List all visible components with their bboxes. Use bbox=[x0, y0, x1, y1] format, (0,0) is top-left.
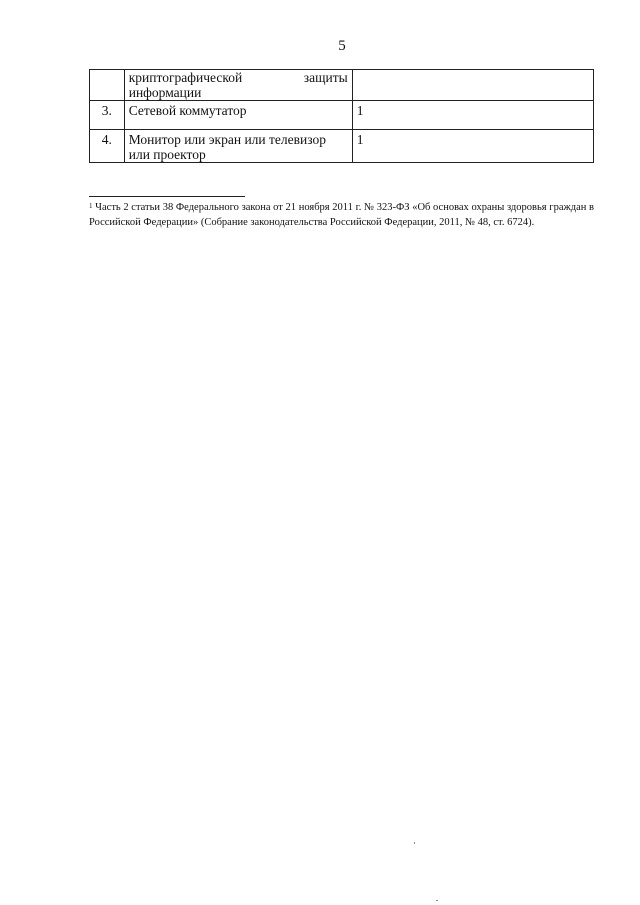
name-word: криптографической bbox=[128, 70, 243, 85]
table-row bbox=[90, 130, 594, 163]
footnote bbox=[89, 200, 594, 230]
equipment-name-cell: Сетевой коммутатор bbox=[124, 101, 352, 130]
table-row bbox=[90, 101, 594, 130]
row-number-cell bbox=[90, 70, 125, 101]
page-number: 5 bbox=[338, 38, 346, 54]
row-number-cell: 4. bbox=[90, 130, 125, 163]
footnote-separator bbox=[89, 196, 245, 197]
name-word: защиты bbox=[303, 70, 348, 85]
table-row bbox=[90, 70, 594, 101]
name-line: информации bbox=[128, 85, 202, 100]
equipment-name-cell: Монитор или экран или телевизор или проектор bbox=[124, 130, 352, 163]
name-line bbox=[129, 70, 348, 85]
row-number-cell: 3. bbox=[90, 101, 125, 130]
quantity-cell bbox=[352, 70, 593, 101]
scan-speck bbox=[436, 900, 438, 901]
quantity-cell: 1 bbox=[352, 130, 593, 163]
equipment-table bbox=[89, 69, 594, 163]
scan-speck bbox=[414, 842, 415, 844]
footnote-marker: 1 bbox=[89, 202, 93, 210]
footnote-text: Часть 2 статьи 38 Федерального закона от 21 ноября 2011 г. № 323-ФЗ «Об основах охраны здоровья граждан в Российской Федерации» (Собрание законодательства Российской Федерации, 2011, № 48, ст. 6724). bbox=[89, 202, 594, 228]
quantity-cell: 1 bbox=[352, 101, 593, 130]
equipment-name-cell bbox=[124, 70, 352, 101]
